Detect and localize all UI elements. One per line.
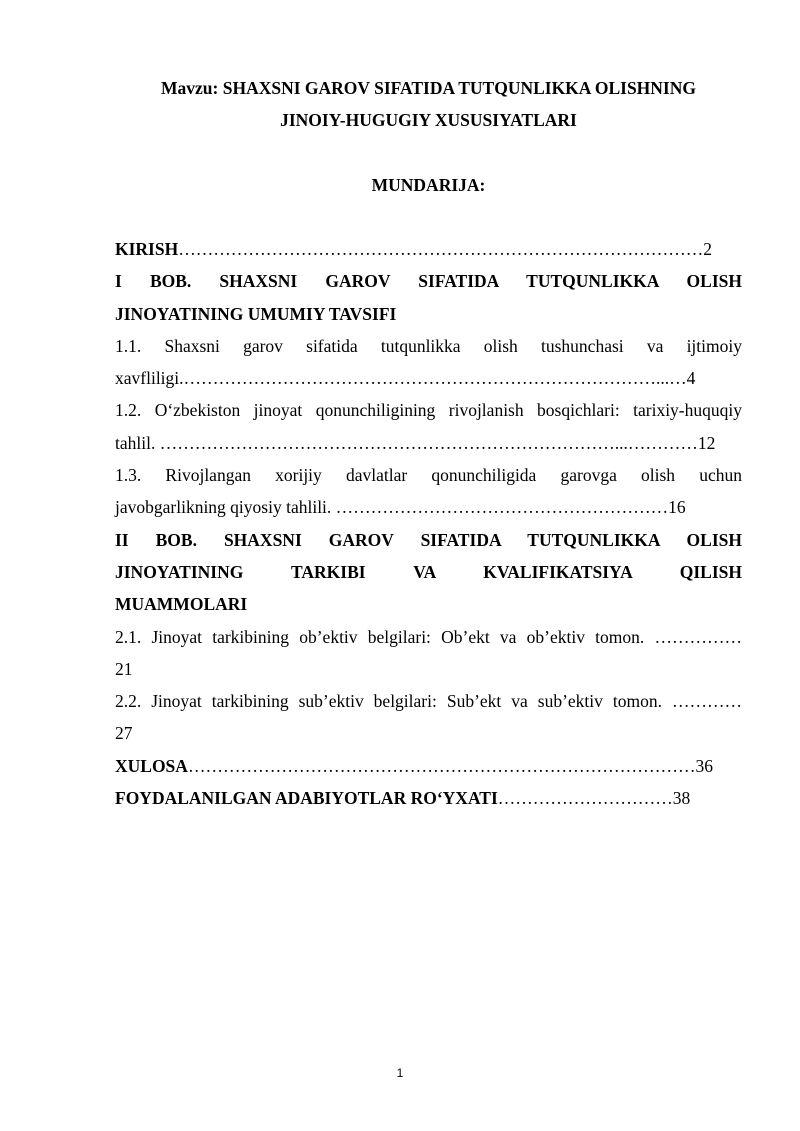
toc-page-number: 36 (695, 755, 713, 776)
table-of-contents (115, 233, 742, 814)
toc-leader-dots: ……………………………………………………………………………… (178, 239, 704, 259)
toc-entry-label: KIRISH (115, 239, 179, 259)
toc-entry-chapter-1[interactable] (115, 265, 742, 330)
toc-chapter-1-line-2: JINOYATINING UMUMIY TAVSIFI (115, 303, 397, 324)
toc-section-1-1-line-1: 1.1. Shaxsni garov sifatida tutqunlikka olish tushunchasi va ijtimoiy (115, 335, 742, 356)
toc-entry-kirish[interactable] (115, 233, 742, 265)
toc-section-2-2-page-number: 27 (115, 723, 133, 744)
toc-chapter-2-line-1: II BOB. SHAXSNI GAROV SIFATIDA TUTQUNLIKKA OLISH (115, 529, 742, 550)
toc-section-1-3-line-2: javobgarlikning qiyosiy tahlili. …………………………………………………16 (115, 497, 686, 518)
toc-section-1-1-line-2: xavfliligi.………………………………………………………………………...…4 (115, 368, 696, 389)
toc-entry-label: FOYDALANILGAN ADABIYOTLAR RO‘YXATI (115, 788, 498, 809)
toc-heading: MUNDARIJA: (371, 175, 486, 195)
toc-section-1-3-line-1: 1.3. Rivojlangan xorijiy davlatlar qonunchiligida garovga olish uchun (115, 465, 742, 486)
toc-entry-section-1-3[interactable] (115, 459, 742, 524)
document-title-line-1: Mavzu: SHAXSNI GAROV SIFATIDA TUTQUNLIKKA OLISHNING (161, 78, 696, 98)
toc-entry-section-2-1[interactable] (115, 621, 742, 686)
document-title-line-2: JINOIY-HUGUGIY XUSUSIYATLARI (280, 110, 577, 130)
toc-entry-references[interactable] (115, 782, 742, 814)
toc-section-2-1-line-1: 2.1. Jinoyat tarkibining ob’ektiv belgilari: Ob’ekt va ob’ektiv tomon. …………… (115, 626, 742, 647)
toc-chapter-1-line-1: I BOB. SHAXSNI GAROV SIFATIDA TUTQUNLIKKA OLISH (115, 271, 742, 292)
toc-section-1-2-line-2: tahlil. ……………………………………………………………………...…………12 (115, 432, 716, 453)
toc-page-number: 2 (703, 239, 712, 259)
toc-section-1-2-line-1: 1.2. O‘zbekiston jinoyat qonunchiligining rivojlanish bosqichlari: tarixiy-huquqiy (115, 400, 742, 421)
toc-entry-xulosa[interactable] (115, 750, 742, 782)
toc-section-2-1-page-number: 21 (115, 658, 133, 679)
toc-entry-label: XULOSA (115, 755, 188, 776)
toc-page-number: 38 (672, 788, 691, 809)
toc-entry-section-1-2[interactable] (115, 394, 742, 459)
page-number: 1 (396, 1066, 404, 1080)
toc-entry-section-2-2[interactable] (115, 685, 742, 750)
toc-chapter-2-line-3: MUAMMOLARI (115, 594, 248, 615)
toc-leader-dots: …………………………………………………………………………… (187, 755, 696, 776)
toc-section-2-2-line-1: 2.2. Jinoyat tarkibining sub’ektiv belgilari: Sub’ekt va sub’ektiv tomon. ………… (115, 691, 742, 712)
toc-entry-section-1-1[interactable] (115, 330, 742, 395)
toc-leader-dots: ………………………… (497, 788, 673, 809)
toc-chapter-2-line-2: JINOYATINING TARKIBI VA KVALIFIKATSIYA QILISH (115, 561, 742, 582)
toc-entry-chapter-2[interactable] (115, 524, 742, 621)
